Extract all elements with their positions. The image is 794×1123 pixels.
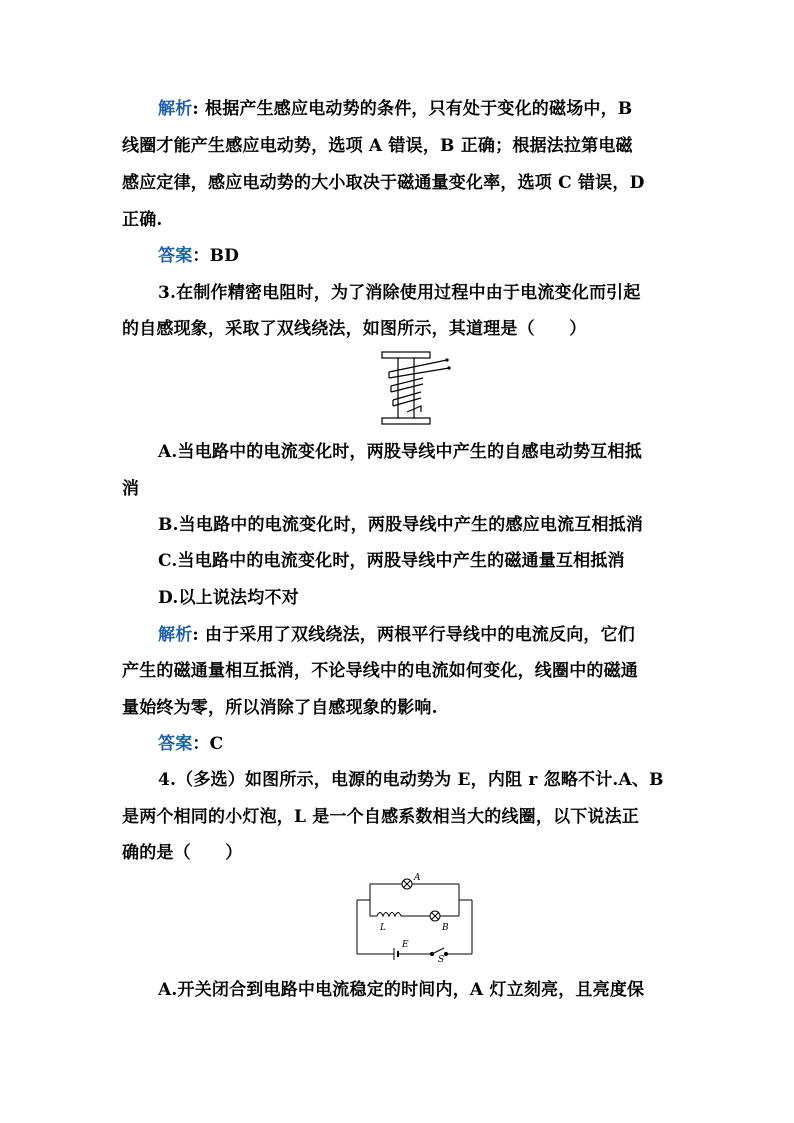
q4-stem-line-1: 4.（多选）如图所示，电源的电动势为 E，内阻 r 忽略不计.A、B [158, 770, 664, 790]
q3-option-b: B.当电路中的电流变化时，两股导线中产生的感应电流互相抵消 [158, 515, 644, 535]
q3-stem-line-2: 的自感现象，采取了双线绕法，如图所示，其道理是（ ） [122, 319, 587, 339]
inductor-icon [377, 913, 401, 917]
label-emf: E [402, 940, 409, 950]
bifilar-coil-figure [377, 350, 455, 426]
q4-stem-line-3: 确的是（ ） [122, 843, 243, 863]
answer-label: 答案 [158, 734, 193, 754]
coil-bottom-plate [382, 418, 430, 424]
q3-answer: 答案：C [158, 734, 224, 754]
q2-analysis-line-1: 解析: 根据产生感应电动势的条件，只有处于变化的磁场中，B [158, 99, 633, 119]
q3-analysis-line-2: 产生的磁通量相互抵消，不论导线中的电流如何变化，线圈中的磁通 [122, 661, 638, 681]
q3-option-d: D.以上说法均不对 [158, 588, 299, 608]
analysis-label: 解析 [158, 625, 193, 645]
q4-option-a-line-1: A.开关闭合到电路中电流稳定的时间内，A 灯立刻亮，且亮度保 [158, 980, 645, 1000]
q3-option-a-line-1: A.当电路中的电流变化时，两股导线中产生的自感电动势互相抵 [158, 442, 642, 462]
lead-end-2 [447, 366, 450, 369]
q3-stem-line-1: 3.在制作精密电阻时，为了消除使用过程中由于电流变化而引起 [158, 283, 641, 303]
label-lamp-b: B [442, 923, 449, 933]
analysis-label: 解析 [158, 99, 193, 119]
circuit-figure [352, 872, 477, 962]
q3-option-c: C.当电路中的电流变化时，两股导线中产生的磁通量互相抵消 [158, 551, 625, 571]
q2-analysis-line-3: 感应定律，感应电动势的大小取决于磁通量变化率，选项 C 错误，D [122, 173, 645, 193]
label-switch: S [438, 955, 445, 962]
coil-top-plate [382, 352, 430, 358]
q4-stem-line-2: 是两个相同的小灯泡，L 是一个自感系数相当大的线圈，以下说法正 [122, 807, 640, 827]
lead-end-1 [445, 358, 448, 361]
label-lamp-a: A [414, 873, 421, 883]
q2-answer: 答案：BD [158, 246, 240, 266]
q2-analysis-line-4: 正确. [122, 210, 163, 230]
q3-option-a-line-2: 消 [122, 479, 140, 499]
q3-analysis-line-1: 解析: 由于采用了双线绕法，两根平行导线中的电流反向，它们 [158, 625, 635, 645]
switch-lever [432, 948, 444, 954]
switch-contact-2 [444, 952, 447, 955]
answer-label: 答案 [158, 246, 193, 266]
label-inductor: L [380, 923, 386, 933]
q2-analysis-line-2: 线圈才能产生感应电动势，选项 A 错误，B 正确；根据法拉第电磁 [122, 136, 633, 156]
q3-analysis-line-3: 量始终为零，所以消除了自感现象的影响. [122, 698, 438, 718]
